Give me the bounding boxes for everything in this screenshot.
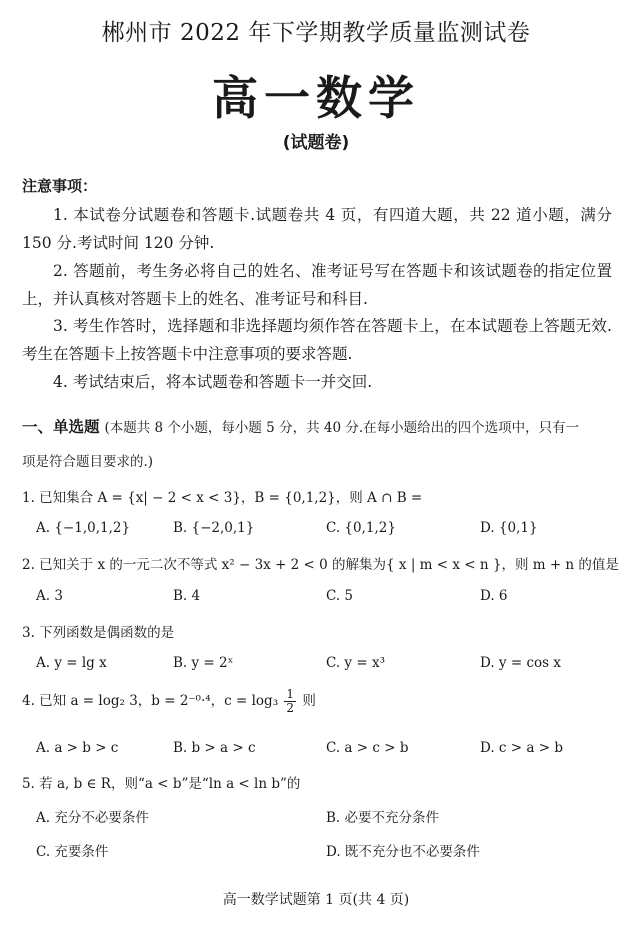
question-4-option-b: B. b > a > c [173,740,256,756]
section-heading [22,413,612,442]
question-5-option-b: B. 必要不充分条件 [326,810,440,826]
question-5-option-c: C. 充要条件 [36,844,109,860]
notice-item-4: 4. 考试结束后，将本试题卷和答题卡一并交回. [53,373,373,391]
question-1-stem: 1. 已知集合 A = {x| − 2 < x < 3}，B = {0,1,2}，则 A ∩ B = [22,490,423,506]
notice-item-2: 2. 答题前，考生务必将自己的姓名、准考证号写在答题卡和该试题卷的指定位置上，并认真核对答题卡上的姓名、准考证号和科目. [22,262,612,308]
notice-item-1: 1. 本试卷分试题卷和答题卡.试题卷共 4 页，有四道大题，共 22 道小题，满分 150 分.考试时间 120 分钟. [22,206,612,252]
section-instructions-1: (本题共 8 个小题，每小题 5 分，共 40 分.在每小题给出的四个选项中，只有一 [104,420,580,436]
question-2-option-d: D. 6 [480,588,508,604]
question-1-option-a: A. {−1,0,1,2} [36,520,131,536]
question-5-option-a: A. 充分不必要条件 [36,810,149,826]
question-4-fraction [284,688,296,715]
section-instructions-2: 项是符合题目要求的.) [22,454,154,470]
section-title: 一、单选题 [22,418,100,436]
fraction-numerator: 1 [286,687,295,701]
question-4-option-d: D. c > a > b [480,740,563,756]
question-4-stem-prefix: 4. 已知 a = log₂ 3，b = 2⁻⁰·⁴，c = log₃ [22,693,279,709]
question-3-option-b: B. y = 2ˣ [173,655,234,671]
notice-heading: 注意事项： [22,177,98,195]
question-4-stem [22,688,316,715]
question-1-option-d: D. {0,1} [480,520,538,536]
page-footer: 高一数学试题第 1 页(共 4 页) [222,892,410,908]
exam-title: 郴州市 2022 年下学期教学质量监测试卷 [101,20,531,46]
question-2-option-b: B. 4 [173,588,201,604]
question-1-option-c: C. {0,1,2} [326,520,396,536]
question-5-stem: 5. 若 a, b ∈ R，则“a < b”是“ln a < ln b”的 [22,776,301,792]
question-3-stem: 3. 下列函数是偶函数的是 [22,625,175,641]
question-1-option-b: B. {−2,0,1} [173,520,255,536]
question-4-stem-suffix: 则 [302,693,316,709]
subject-title: 高一数学 [212,71,420,125]
question-3-option-a: A. y = lg x [36,655,107,671]
question-3-option-c: C. y = x³ [326,655,385,671]
question-2-option-a: A. 3 [36,588,63,604]
question-4-option-a: A. a > b > c [36,740,119,756]
fraction-denominator: 2 [286,701,295,715]
question-5-option-d: D. 既不充分也不必要条件 [326,844,480,860]
notice-item-3: 3. 考生作答时，选择题和非选择题均须作答在答题卡上，在本试题卷上答题无效.考生在答题卡上按答题卡中注意事项的要求答题. [22,317,612,363]
question-3-option-d: D. y = cos x [480,655,561,671]
question-4-option-c: C. a > c > b [326,740,409,756]
question-2-option-c: C. 5 [326,588,354,604]
question-2-stem: 2. 已知关于 x 的一元二次不等式 x² − 3x + 2 < 0 的解集为{ x | m < x < n }，则 m + n 的值是 [22,557,619,573]
paper-type: (试题卷) [282,133,350,153]
